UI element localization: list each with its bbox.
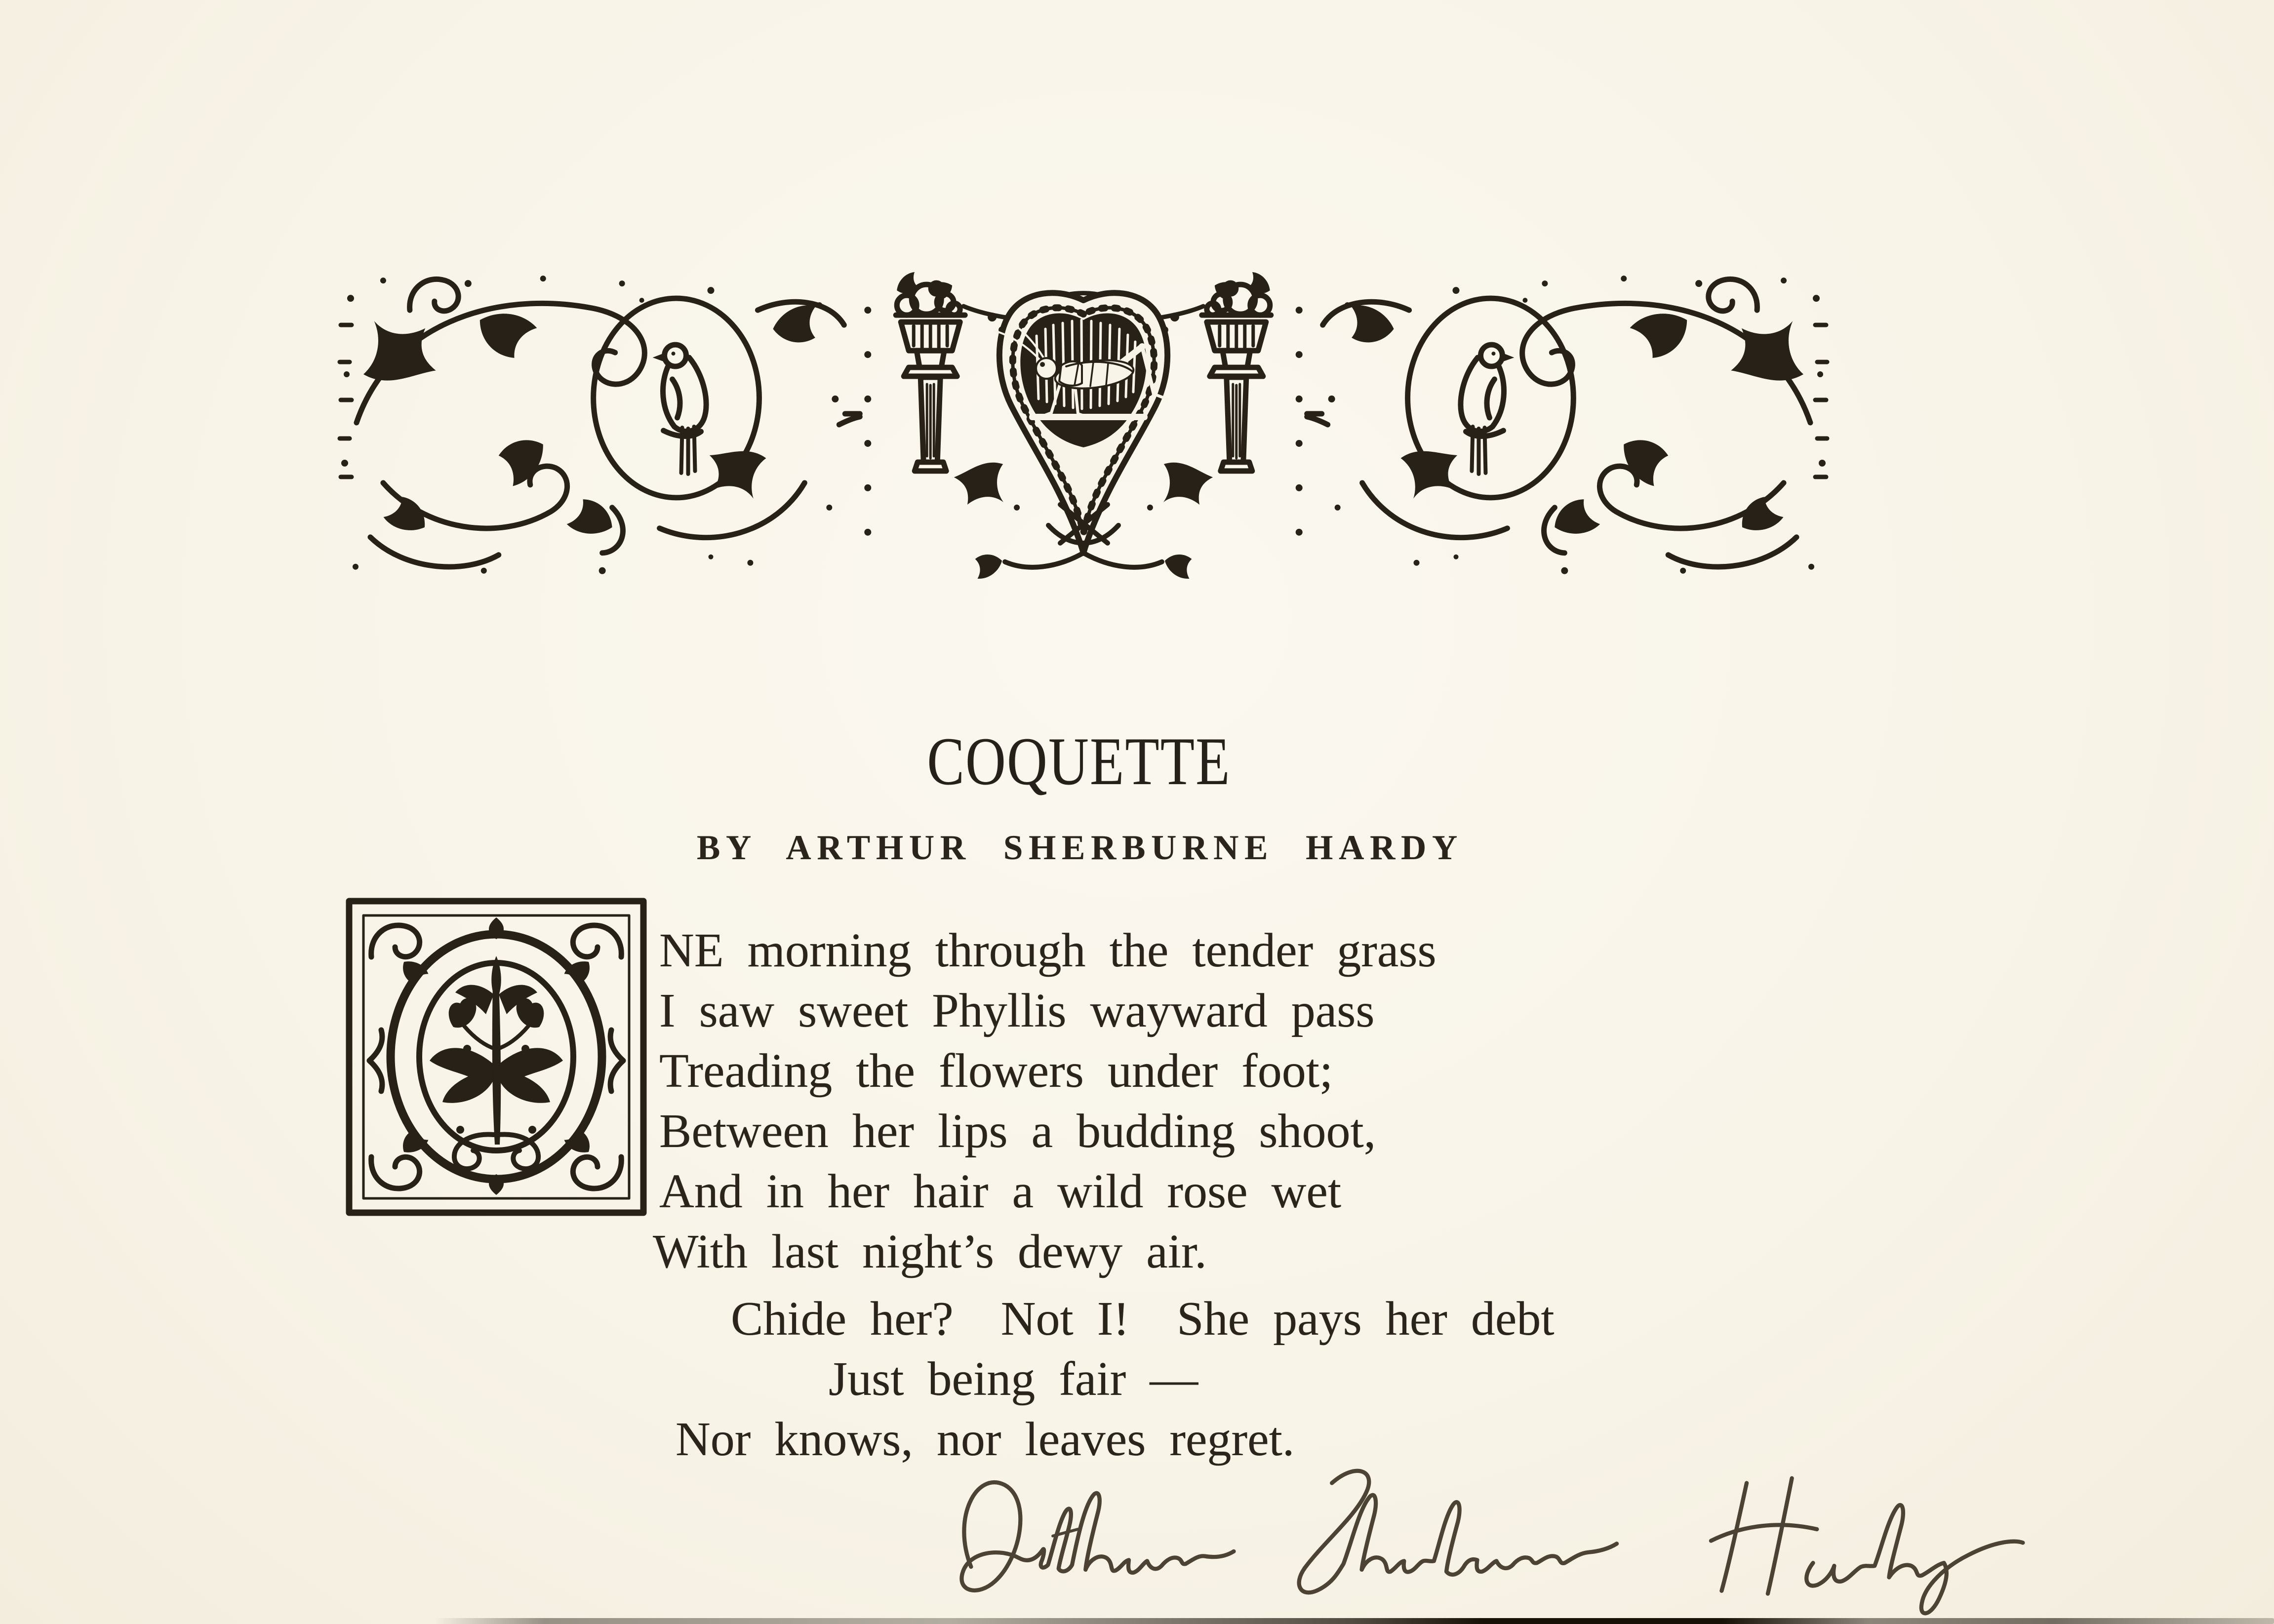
center-cartouche bbox=[864, 271, 1302, 579]
signature-ink-stroke bbox=[894, 1437, 2039, 1624]
poem-byline: BY ARTHUR SHERBURNE HARDY bbox=[696, 829, 1464, 867]
acanthus-scroll-panel bbox=[340, 276, 860, 574]
poem-title: COQUETTE bbox=[927, 723, 1231, 799]
poem-line: NE morning through the tender grass bbox=[659, 924, 1436, 977]
drop-cap-woodcut bbox=[346, 898, 647, 1216]
poem-line: Chide her? Not I! She pays her debt bbox=[731, 1292, 1555, 1346]
author-signature bbox=[894, 1437, 2039, 1624]
poem-line: I saw sweet Phyllis wayward pass bbox=[659, 984, 1375, 1037]
scan-edge-artifact bbox=[435, 1618, 2274, 1624]
poem-line: And in her hair a wild rose wet bbox=[659, 1165, 1342, 1218]
poem-line: Between her lips a budding shoot, bbox=[659, 1105, 1376, 1158]
headpiece-ornament bbox=[336, 251, 1831, 579]
poem-line: Treading the flowers under foot; bbox=[659, 1044, 1333, 1098]
poem-line: Nor knows, nor leaves regret. bbox=[676, 1413, 1295, 1466]
poem-line: With last night’s dewy air. bbox=[653, 1225, 1207, 1278]
drop-cap-initial bbox=[346, 898, 647, 1216]
poem-line: Just being fair — bbox=[829, 1352, 1198, 1406]
